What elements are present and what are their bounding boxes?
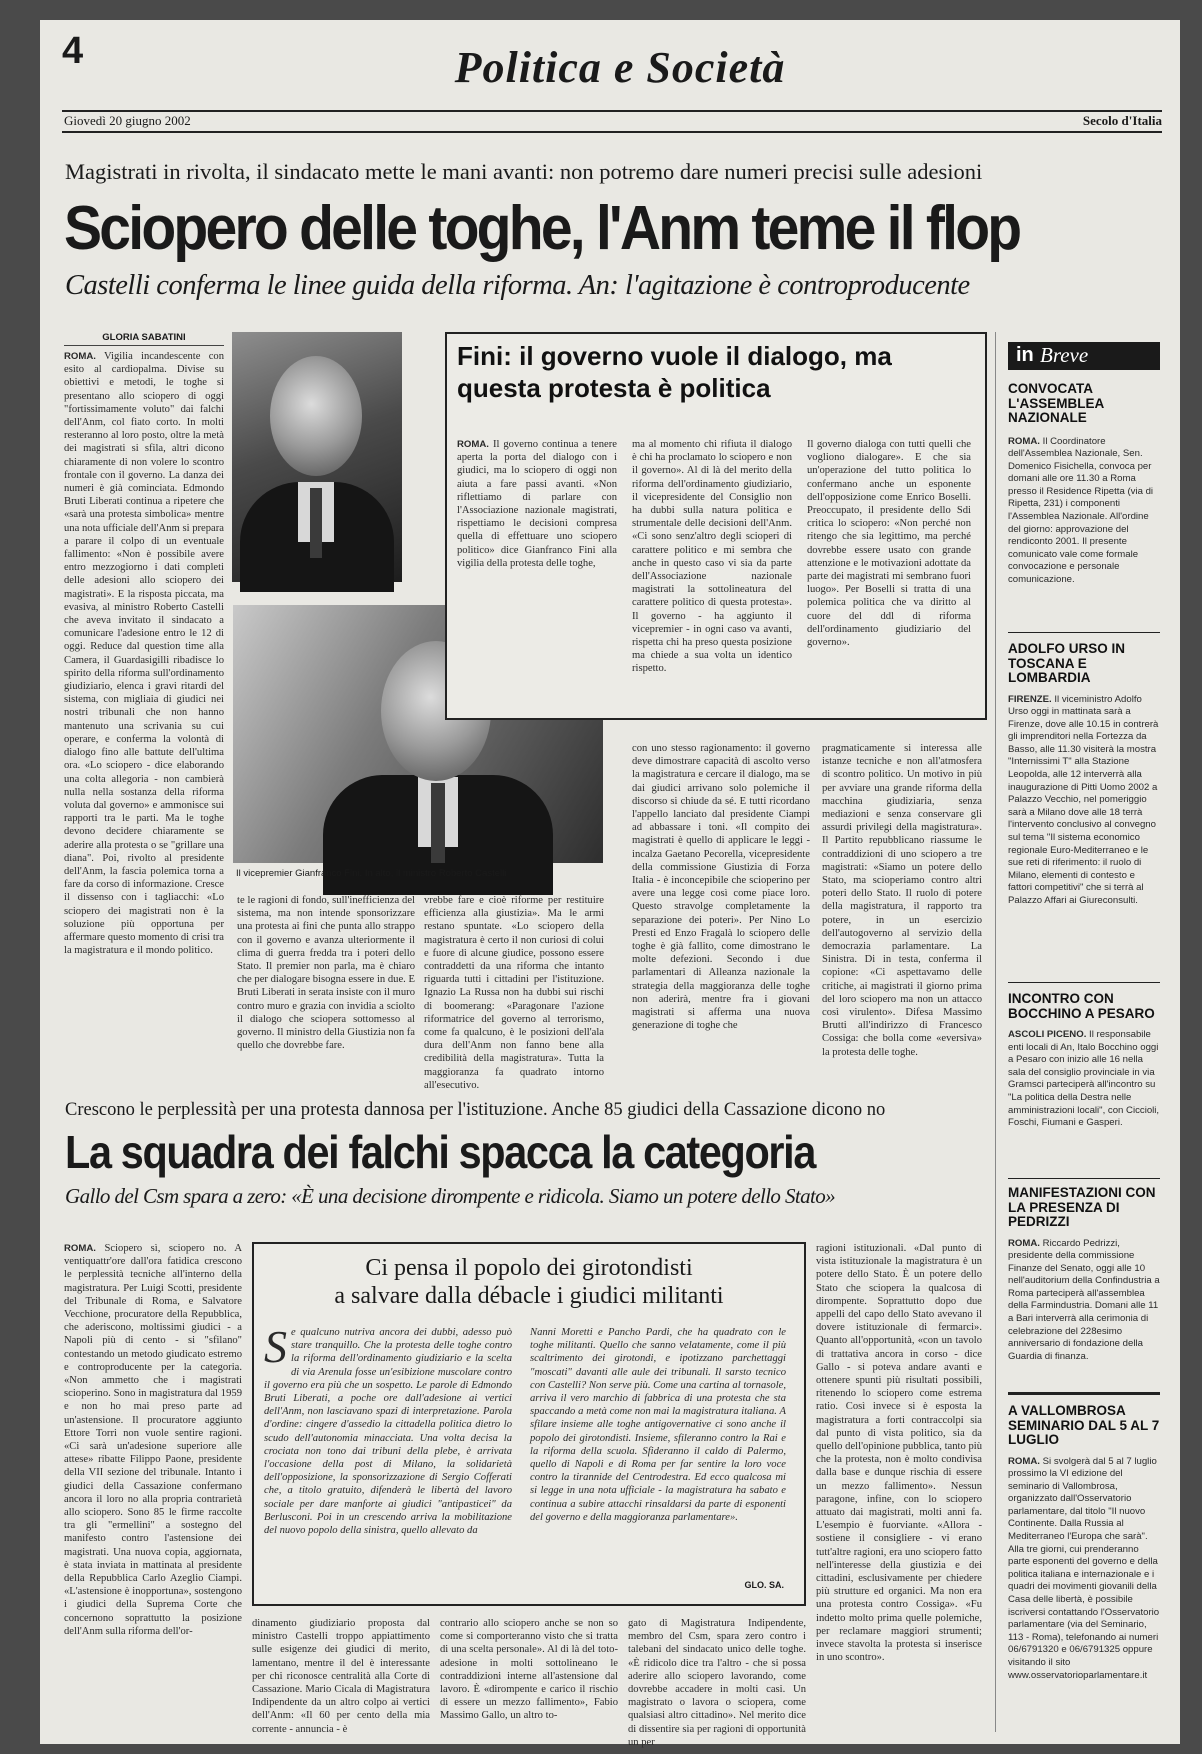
story2-col4: gato di Magistratura Indipendente, membro del Csm, spara zero contro i talebani del sindacato unico delle toghe. «È ridicolo dice tra l'altro - che si possa aderire allo sciopero lavorando, come dovrebbe accadere in molti casi. Un magistrato o lavora o sciopera, come qualsiasi altro cittadino». Nel merito dice di dissentire sia per ragioni di opportunità un per: [628, 1618, 806, 1748]
sidebar-item-pedrizzi: [1008, 1186, 1160, 1394]
section-title: Politica e Società: [454, 43, 786, 92]
sidebar-item-dateline: ROMA.: [1008, 1237, 1040, 1249]
story2-col2: dinamento giudiziario proposta dal ministro Castelli troppo appiattimento sulle esigenze dei giudici di merito, lamentano, mentre il del è interessante per chi riconosce centralità alla Corte di Cassazione. Mario Cicala di Magistratura Indipendente da un altro colpo ai vertici dell'Anm: «Il 60 per cento della mia corrente - annuncia - è: [252, 1618, 430, 1735]
story2-col1-text: Sciopero sì, sciopero no. A ventiquattr'ore dall'ora fatidica crescono le perplessità tecniche all'interno della magistratura. Per Luigi Scotti, presidente del Tribunale di Roma, e Salvatore Vecchione, procuratore della Repubblica, che aderiscono, moltissimi giudici - a Napoli più di cento - si "sfilano" contestando un metodo giudicato estremo e controproducente per la categoria. «Non ammetto che i magistrati scioperino. Sono in magistratura dal 1959 e non ho mai preso parte ad un'astensione. Il procuratore aggiunto Ettore Torri non vuole sentire ragioni. «Ci sarà un'adesione superiore alle attese» ribatte Filippo Paone, presidente della VII sezione del tribunale. Intanto i giudici della Cassazione confermano ancora il loro no alla propria contrarietà allo sciopero. Sono 85 le firme raccolte tra gli "ermellini" a sostegno del manifesto contro l'astensione dei magistrati. Una nuova copia, aggiornata, è stata inviata in mattinata al presidente della Repubblica Carlo Azeglio Ciampi. «L'astensione è inopportuna», sostengono i giudici della Suprema Corte che concernono soprattutto la posizione dell'Anm sulla riforma dell'or-: [64, 1243, 242, 1637]
sidebar-item-body: Riccardo Pedrizzi, presidente della commissione Finanze del Senato, oggi alle 10 nell'auditorium della Confindustria a Roma parteciperà all'assemblea della Farmindustria. Domani alle 11 a Bari interverrà alla cerimonia di celebrazione del 228esimo anniversario di fondazione della Guardia di finanza.: [1008, 1237, 1160, 1362]
story1-col5: pragmaticamente si interessa alle istanze tecniche e non all'atmosfera di scontro politico. Un motivo in più per avviare una grande riforma della macchina giudiziaria, senza mediazioni e senza conservare gli assurdi privilegi della magistratura». Il Partito repubblicano riassume le contraddizioni di uno sciopero a tre magistrati: «Siamo un potere dello Stato, ma scioperiamo contro altri poteri dello Stato. Il ruolo di potere della magistratura, il rapporto tra potere, in un esercizio dell'autogoverno al servizio della democrazia parlamentare. La Sinistra. Di in testa, conferma il copione: «Ci aspettavamo delle critiche, ai magistrati il giorno prima del loro sciopero ma non un attacco così virulento». Difesa Massimo Brutti all'indirizzo di Francesco Cossiga: che bolla come «eversiva» la protesta delle toghe.: [822, 743, 982, 1058]
masthead-rule-bottom: [62, 131, 1162, 133]
photo-castelli: [232, 332, 402, 582]
sidebar-item-dateline: FIRENZE.: [1008, 693, 1052, 705]
story1-col3: vrebbe fare e cioè riforme per restituire efficienza alla giustizia». Ma le armi restano spuntate. «Lo sciopero della magistratura è certo il non curiosi di colui e fuore di alcune giudice, possono essere contraddetti da una riforma che intanto riguarda tutti i cittadini per l'istituzione. Ignazio La Russa non ha dubbi sui rischi di boomerang: «Paragonare l'azione riformatrice del governo al terrorismo, come fa qualcuno, è le posizioni dell'ala dura dell'Anm non fanno bene alla credibilità della magistratura». Tutta la maggioranza fa quadrato intorno all'esecutivo.: [424, 895, 604, 1091]
story2-subheadline: Gallo del Csm spara a zero: «È una decisione dirompente e ridicola. Siamo un potere dello Stato»: [65, 1184, 836, 1208]
sidebar-item-bocchino: [1008, 992, 1160, 1149]
story2-dateline: ROMA.: [64, 1243, 96, 1254]
photo-caption: Il vicepremier Gianfranco Fini. In alto, il ministro Roberto Castelli: [236, 868, 507, 879]
girotondi-col1-text: e qualcuno nutriva ancora dei dubbi, adesso può stare tranquillo. Che la protesta delle toghe contro la riforma dell'ordinamento giudiziario e la scelta di via Arenula fosse un'esibizione muscolare contro il governo era più che un sospetto. Le parole di Edmondo Bruti Liberati, a poche ore dall'adesione ai vertici dell'Anm, non lasciavano spazi di interpretazione. Parola d'ordine: cingere d'assedio la cittadella politica dietro lo scudo dell'autonomia minacciata. Una volta decisa la crociata non tono dai tribuni della plebe, è arrivata l'occasione della post di Milano, la solidarietà dell'opposizione, la sponsorizzazione di Sergio Cofferati che, a titolo gratuito, difenderà le libertà del lavoro sociale per dare manforte ai giudici "antipasticei" da Berlusconi. Poi in un crescendo arriva la mobilitazione del nuovo popolo della sinistra, quello allevato da: [264, 1327, 512, 1537]
sidebar-item-dateline: ROMA.: [1008, 1455, 1040, 1467]
inbreve-logo-in: in: [1016, 344, 1034, 366]
sidebar-item-dateline: ROMA.: [1008, 435, 1040, 447]
sidebar-item-title: ADOLFO URSO IN TOSCANA E LOMBARDIA: [1008, 641, 1125, 685]
girotondi-headline-line2: a salvare dalla débacle i giudici militanti: [334, 1283, 724, 1309]
girotondi-col2: Nanni Moretti e Pancho Pardi, che ha quadrato con le toghe militanti. Quello che sanno velatamente, come il più scaltrimento dei girotondi, e ipotizzano parchettaggi "moscati" davanti alle aule dei tribunali. Il sarsto tecnico con Castelli? Non serve più. Come una cartina al tornasole, arriva il vero marchio di fabbrica di una protesta che sta spaccando a metà come non mai la magistratura italiana. A sfilare insieme alle toghe antigovernative ci sono anche il popolo dei girotondisti. Insieme, sfileranno contro la Rai e la riforma della scuola. Sfideranno il caldo di Palermo, quello di Napoli e di Roma per far sentire la loro voce contro la tirannide del Centrodestra. Ed ecco qualcosa mi si legge in una nota ufficiale - la magistratura ha sabato e continua a subire attacchi rinsaldarsi da parte di esponenti del governo e della maggioranza parlamentare».: [530, 1327, 786, 1523]
story1-kicker: Magistrati in rivolta, il sindacato mette le mani avanti: non potremo dare numeri precisi sulle adesioni: [65, 159, 983, 184]
fini-box-col1: [457, 438, 617, 710]
fini-box-dateline: ROMA.: [457, 439, 489, 450]
sidebar-separator: [995, 332, 996, 1732]
girotondi-box: [252, 1242, 806, 1606]
sidebar-divider: [1008, 1178, 1160, 1179]
sidebar-item-title: MANIFESTAZIONI CON LA PRESENZA DI PEDRIZZI: [1008, 1185, 1156, 1229]
sidebar-item-text: [1008, 694, 1160, 972]
photo-fini-tie: [431, 783, 445, 863]
sidebar-item-body: Il responsabile enti locali di An, Italo Bocchino oggi a Pesaro con inizio alle 16 nella sala del consiglio provinciale in via Gramsci parteciperà all'incontro su "La politica della Destra nelle amministrazioni locali", con Ciccioli, Foschi, Fiumani e Gasperi.: [1008, 1029, 1160, 1129]
fini-box-col1-text: Il governo continua a tenere aperta la porta del dialogo con i giudici, ma lo sciopero di oggi non aiuta a fare passi avanti. «Non riflettiamo di parlare con l'Associazione nazionale magistrati, rispettiamo le decisioni compresa quella di effettuare uno sciopero politico» dice Gianfranco Fini alla vigilia della protesta delle toghe,: [457, 439, 617, 569]
sidebar-item-dateline: ASCOLI PICENO.: [1008, 1029, 1087, 1040]
story2-headline: La squadra dei falchi spacca la categoria: [65, 1126, 815, 1178]
inbreve-logo: [1008, 342, 1160, 370]
sidebar-item-text: [1008, 1029, 1160, 1149]
story1-dateline: ROMA.: [64, 351, 96, 362]
sidebar-item-text: [1008, 1238, 1160, 1394]
story1-col2: te le ragioni di fondo, sull'inefficienza del sistema, ma non intende sponsorizzare una protesta ai fini che punta allo strappo con il governo e avanza ulteriormente il clima di guerra fredda tra i poteri dello Stato. Il premier non parla, ma è chiaro che per dialogare bisogna essere in due. E Bruti Liberati in serata insiste con il muro contro muro e grazia con invidia a sciolto il dialogo che sciopera sottomesso al governo. Il ministro della Giustizia non fa quello che dovrebbe fare.: [237, 895, 415, 1052]
fini-box-col2: ma al momento chi rifiuta il dialogo è chi ha proclamato lo sciopero e non il governo». Al di là del merito della riforma dell'ordinamento giudiziario, il vicepresidente del Consiglio non ha dubbi sulla natura politica e strumentale delle decisioni dell'Anm. «Ci sono senz'altro degli scioperi di carattere politico e mi sembra che anche in questo caso vi sia da parte dell'Associazione nazionale magistrati la sottolineatura del carattere politico di questa protesta». Il governo - ha aggiunto il vicepremier - in ogni caso va avanti, rispetta chi ha preso questa posizione ma chiede a sua volta un identico rispetto.: [632, 439, 792, 675]
sidebar-item-urso: [1008, 642, 1160, 972]
fini-box-headline: Fini: il governo vuole il dialogo, ma questa protesta è politica: [457, 341, 892, 403]
sidebar-divider: [1008, 982, 1160, 983]
story2-col5: ragioni istituzionali. «Dal punto di vista istituzionale la magistratura è un potere dello Stato. È un potere dello Stato che sciopera la qualcosa di dirompente. Soprattutto dopo due appelli del capo dello Stato avevano il dovere istituzionale di fermarci». Quanto all'opportunità, «con un tavolo di trattativa ancora in corso - dice Gallo - si poteva andare avanti e ottenere spunti più risultati possibili, ritenendo lo sciopero come estrema ratio. Così invece si è esposta la magistratura a forti contraccolpi sia dal punto di vista politico, sia da quello dell'opinione pubblica, tanto più che la protesta, non è molto condivisa dalla base e dunque rischia di essere un mezzo fallimento». Nessun paragone, infine, con lo sciopero attuato dai magistrati, molti anni fa. L'esempio è fuorviante. «Allora - sostiene il consigliere - vi erano tutt'altre ragioni, era uno sciopero fatto nell'interesse della giustizia e dei cittadini, esclusivamente per chiedere più strutture ed organici. Ma non era una protesta contro Cossiga». «Fu indetto molto prima quelle polemiche, per reclamare maggiori strumenti; invece stavolta la protesta si inserisce in uno scontro».: [816, 1243, 982, 1664]
girotondi-dropcap: S: [264, 1321, 287, 1372]
newspaper-page: [40, 20, 1180, 1748]
fini-box: [445, 332, 987, 720]
story2-kicker: Crescono le perplessità per una protesta dannosa per l'istituzione. Anche 85 giudici della Cassazione dicono no: [65, 1100, 886, 1120]
issue-date: Giovedì 20 giugno 2002: [64, 113, 191, 128]
sidebar-item-body: Il Coordinatore dell'Assemblea Nazionale, Sen. Domenico Fisichella, convoca per domani alle ore 11.30 a Roma presso il Residence Ripetta (via di Ripetta, 231) i componenti l'Assemblea Nazionale. All'ordine del giorno: approvazione del rendiconto 2001. Il presente comunicato vale come formale convocazione e personale comunicazione.: [1008, 435, 1154, 586]
page-number: 4: [62, 30, 84, 72]
sidebar-item-title: A VALLOMBROSA SEMINARIO DAL 5 AL 7 LUGLIO: [1008, 1403, 1160, 1447]
sidebar-item-text: [1008, 436, 1160, 596]
sidebar-item-assemblea: [1008, 382, 1160, 596]
inbreve-logo-breve: Breve: [1040, 343, 1089, 367]
story1-headline: Sciopero delle toghe, l'Anm teme il flop: [64, 194, 1020, 263]
fini-box-col3: Il governo dialoga con tutti quelli che vogliono dialogare». E che sia un'operazione del tutto politica lo confermano anche un esponente dell'opposizione come Enrico Boselli. Preoccupato, il presidente dello Sdi critica lo sciopero: «Non perché non ritengo che sia legittimo, ma perché dovrebbe essere usato con grande attenzione e le motivazioni adottate da parte dei magistrati mi sembrano fuori luogo». Per Boselli si tratta di una polemica politica che va diritto al cuore del ddl di riforma dell'ordinamento giudiziario del governo».: [807, 439, 971, 649]
girotondi-col1: [264, 1321, 512, 1596]
sidebar-item-vallombrosa: [1008, 1404, 1160, 1726]
masthead-rule-top: [62, 110, 1162, 112]
story1-byline: GLORIA SABATINI: [64, 332, 224, 346]
story1-col1: [64, 350, 224, 964]
sidebar-item-body: Il viceministro Adolfo Urso oggi in mattinata sarà a Firenze, dove alle 10.15 in contrerà gli imprenditori nella Fortezza da Basso, alle 11.30 visiterà la mostra "Internissimi T" alla Stazione Leopolda, alle 12 interverrà alla inaugurazione di Pitti Uomo 2002 a Palazzo Vecchio, nel pomeriggio sarà a Milano dove alle 18 terrà l'intervento conclusivo al convegno sul tema "Il sistema economico regionale Euro-Mediterraneo e le sue reti di riferimento: il ruolo di Milano, elementi di contesto e fattori competitivi" che si terrà al Palazzo Affari ai Giureconsulti.: [1008, 693, 1159, 906]
sidebar-item-text: [1008, 1456, 1160, 1726]
sidebar-divider: [1008, 632, 1160, 633]
photo-castelli-tie: [310, 488, 322, 558]
sidebar-item-body: Si svolgerà dal 5 al 7 luglio prossimo la VI edizione del seminario di Vallombrosa, organizzato dall'Osservatorio parlamentare, dal titolo "Il nuovo Continente. Dalla Russia al Mediterraneo l'Europa che sarà". Alla tre giorni, cui prenderanno parte esponenti del governo e della politica italiana e internazionale e i quadri dei movimenti giovanili della Casa delle libertà, è possibile iscriversi contattando l'Osservatorio parlamentare (via del Seminario, 113 - Roma), telefonando ai numeri 06/6791320 e 06/6791325 oppure visitando il sito www.osservatorioparlamentare.it: [1008, 1455, 1160, 1681]
sidebar-item-title: CONVOCATA L'ASSEMBLEA NAZIONALE: [1008, 381, 1104, 425]
newspaper-name: Secolo d'Italia: [1082, 113, 1162, 128]
girotondi-headline-line1: Ci pensa il popolo dei girotondisti: [365, 1255, 693, 1281]
photo-castelli-head: [270, 356, 362, 476]
story2-col3: contrario allo sciopero anche se non so come si comporteranno visto che si tratta di una scelta personale». Al di là del toto-adesione in molti sottolineano le contraddizioni interne all'astensione dal lavoro. È «dirompente e carico il rischio di essere un mezzo fallimento», Fabio Massimo Gallo, un altro to-: [440, 1618, 618, 1722]
story1-col4: con uno stesso ragionamento: il governo deve dimostrare capacità di ascolto verso la magistratura e cercare il dialogo, ma se dai giudici arrivano solo polemiche il discorso si chiude da sé. E tutti ricordano l'appello lanciato dal presidente Ciampi ad abbassare i toni. «Il compito dei magistrati è quello di applicare le leggi - incalza Gaetano Pecorella, vicepresidente della commissione Giustizia di Forza Italia - è inconcepibile che scioperino per avere una legge così come piace loro. Questo stravolge completamente la separazione dei poteri». Per Nino Lo Presti ed Enzo Fragalà lo sciopero delle toghe è già fallito, come dimostrano le molte defezioni. Secondo i due parlamentari di Alleanza nazionale la strategia della maggioranza delle toghe non aderirà, mentre fra i giovani magistrati si afferma una nuova generazione di toghe che: [632, 743, 810, 1032]
girotondi-signature: GLO. SA.: [744, 1580, 784, 1590]
sidebar-item-title: INCONTRO CON BOCCHINO A PESARO: [1008, 991, 1155, 1021]
story1-col1-text: Vigilia incandescente con esito al cardiopalma. Divise su obiettivi e metodi, le toghe si presentano allo sciopero di oggi "fortissimamente voluto" dai falchi dell'Anm, col fiato corto. In molti resteranno al loro posto, oltre la metà dei magistrati si sfila, altri dicono chiaramente di non volere lo scontro frontale con il governo. La danza dei numeri è già cominciata. Edmondo Bruti Liberati continua a ripetere che «sarà una protesta simbolica» mentre una nota ufficiale dell'Anm si prepara a parare il colpo di un eventuale fallimento: «Non è possibile avere entro mezzogiorno i dati completi delle adesioni allo sciopero dei magistrati». E la risposta piccata, ma evasiva, al ministro Roberto Castelli che aveva invitato il sindacato a comunicare l'adesione entro le 12 di oggi. Reduce dal question time alla Camera, il Guardasigilli ribadisce lo spirito della riforma sull'ordinamento giudiziario, elenca i gravi ritardi del sistema, con migliaia di giudici nei nostri tribunali che non hanno mantenuto una scrivania su cui operare, e conferma la volontà di dialogo fino alle battute dell'ultima ora. «Lo sciopero - dice elaborando una colta allegoria - non cambierà nulla nella sostanza della riforma voluta dal governo» e ammonisce sui rapporti tra le parti. Ma le toghe devono decidere chiaramente se aderire alla protesta o se "grillare una diana". Poi, rivolto al presidente dell'Anm, la fascia polemica torna a fare da corso di informazione. Cresce il dissenso con i tagliacchi: «Lo sciopero dei magistrati non è la soluzione più opportuna per affermare questo momento di crisi tra la magistratura e il mondo politico.: [64, 351, 224, 957]
story1-subheadline: Castelli conferma le linee guida della riforma. An: l'agitazione è controproducente: [65, 270, 970, 301]
sidebar-divider-thick: [1008, 1392, 1160, 1395]
story2-col1: [64, 1242, 242, 1732]
